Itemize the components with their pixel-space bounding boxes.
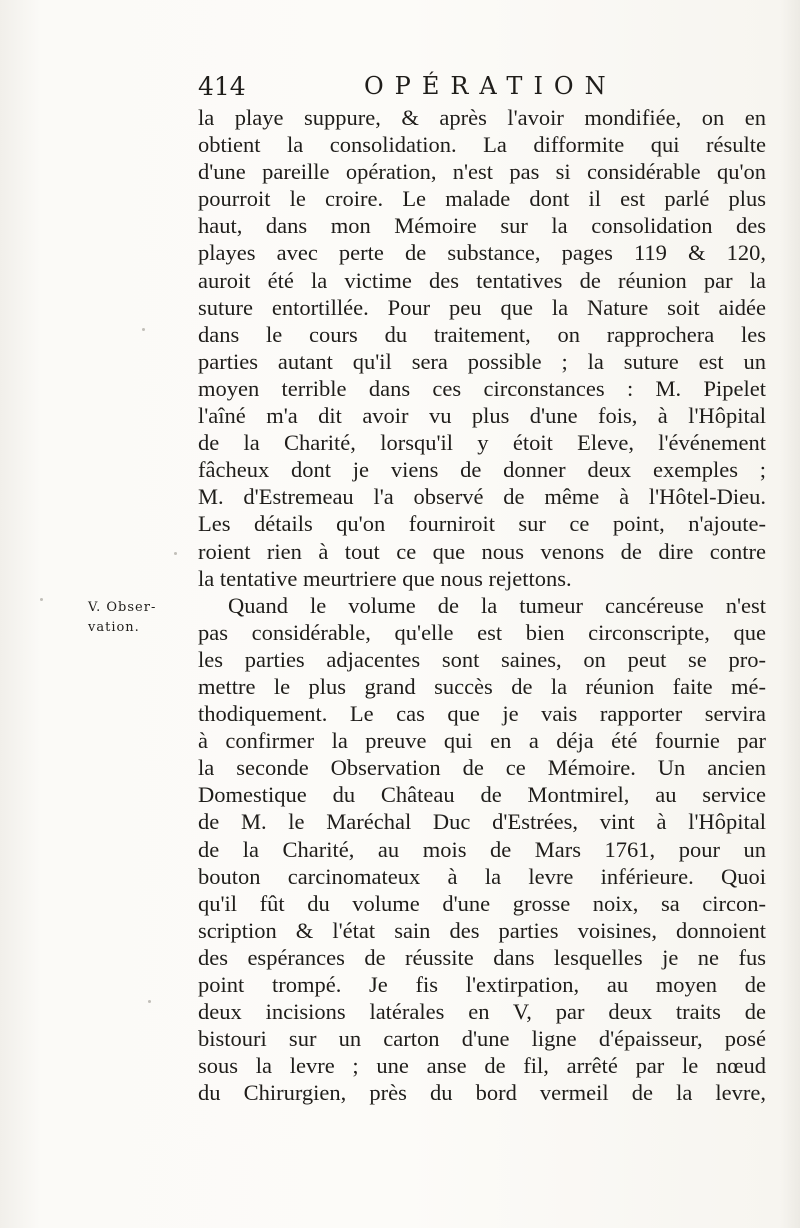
text-line: des espérances de réussite dans lesquelles je ne fus xyxy=(198,944,766,970)
text-line: thodiquement. Le cas que je vais rapporter servira xyxy=(198,701,766,727)
text-line: playes avec perte de substance, pages 119 & 120, xyxy=(198,240,766,266)
text-line: moyen terrible dans ces circonstances : M. Pipelet xyxy=(198,375,766,401)
margin-note-line-1: V. Obser- xyxy=(88,600,157,615)
text-line: scription & l'état sain des parties voisines, donnoient xyxy=(198,917,766,943)
text-line: Quand le volume de la tumeur cancéreuse n'est xyxy=(228,592,766,618)
margin-note-line-2: vation. xyxy=(88,620,140,635)
text-line: haut, dans mon Mémoire sur la consolidation des xyxy=(198,213,766,239)
text-line: la seconde Observation de ce Mémoire. Un ancien xyxy=(198,755,766,781)
page-number: 414 xyxy=(198,72,246,101)
text-line: sous la levre ; une anse de fil, arrêté par le nœud xyxy=(198,1053,766,1079)
ink-speck xyxy=(40,598,43,601)
ink-speck xyxy=(148,1000,151,1003)
text-line: à confirmer la preuve qui en a déja été fournie par xyxy=(198,728,766,754)
text-line: suture entortillée. Pour peu que la Nature soit aidée xyxy=(198,294,766,320)
text-line: pourroit le croire. Le malade dont il est parlé plus xyxy=(198,186,766,212)
text-line: Domestique du Château de Montmirel, au service xyxy=(198,782,766,808)
text-line: l'aîné m'a dit avoir vu plus d'une fois, à l'Hôpital xyxy=(198,403,766,429)
ink-speck xyxy=(174,552,177,555)
margin-note xyxy=(88,598,188,638)
text-line: auroit été la victime des tentatives de réunion par la xyxy=(198,267,766,293)
text-line: la playe suppure, & après l'avoir mondifiée, on en xyxy=(198,105,766,130)
text-line: du Chirurgien, près du bord vermeil de la levre, xyxy=(198,1080,766,1106)
text-line: d'une pareille opération, n'est pas si considérable qu'on xyxy=(198,159,766,185)
text-line: parties autant qu'il sera possible ; la suture est un xyxy=(198,348,766,374)
text-line: bistouri sur un carton d'une ligne d'épaisseur, posé xyxy=(198,1026,766,1052)
text-line: bouton carcinomateux à la levre inférieure. Quoi xyxy=(198,863,766,889)
text-line: M. d'Estremeau l'a observé de même à l'Hôtel-Dieu. xyxy=(198,484,766,510)
text-line: point trompé. Je fis l'extirpation, au moyen de xyxy=(198,972,766,997)
text-line: la tentative meurtriere que nous rejettons. xyxy=(198,565,572,591)
text-line: pas considérable, qu'elle est bien circonscripte, que xyxy=(198,619,766,645)
text-line: Les détails qu'on fourniroit sur ce point, n'ajoute- xyxy=(198,511,766,537)
text-line: fâcheux dont je viens de donner deux exemples ; xyxy=(198,457,766,483)
text-line: de la Charité, lorsqu'il y étoit Eleve, l'événement xyxy=(198,430,766,456)
page-header xyxy=(198,72,758,104)
text-line: de la Charité, au mois de Mars 1761, pour un xyxy=(198,836,766,862)
running-title: OPÉRATION xyxy=(364,72,617,100)
text-line: dans le cours du traitement, on rapprochera les xyxy=(198,321,766,347)
text-line: mettre le plus grand succès de la réunion faite mé- xyxy=(198,673,766,699)
text-line: de M. le Maréchal Duc d'Estrées, vint à l'Hôpital xyxy=(198,809,766,835)
text-line: les parties adjacentes sont saines, on peut se pro- xyxy=(198,646,766,672)
text-line: deux incisions latérales en V, par deux traits de xyxy=(198,999,766,1025)
ink-speck xyxy=(142,328,145,331)
text-line: qu'il fût du volume d'une grosse noix, sa circon- xyxy=(198,890,766,916)
text-line: obtient la consolidation. La difformite qui résulte xyxy=(198,132,766,158)
body-text xyxy=(198,104,766,1106)
text-line: roient rien à tout ce que nous venons de dire contre xyxy=(198,538,766,564)
